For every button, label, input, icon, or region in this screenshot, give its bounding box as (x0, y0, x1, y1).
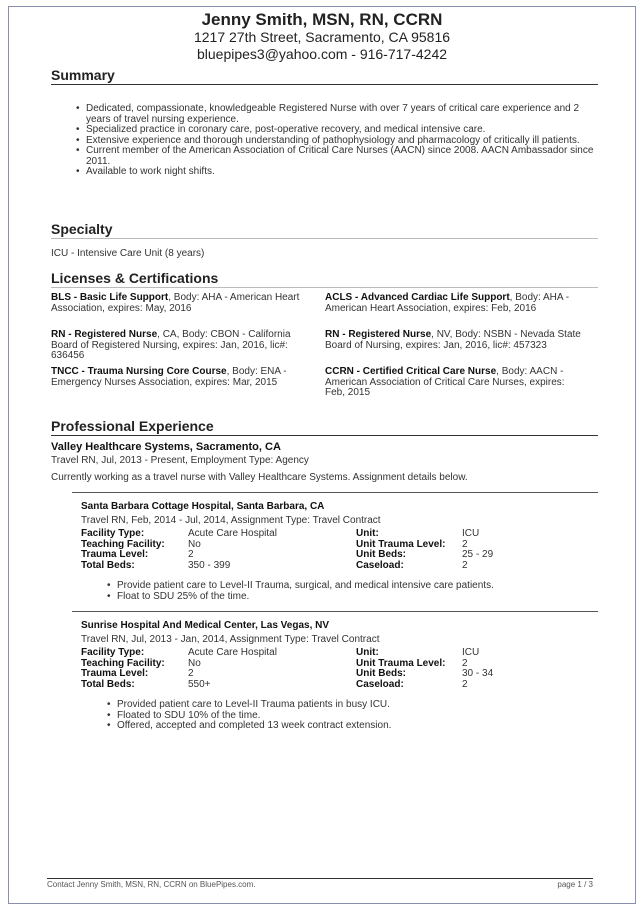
candidate-name: Jenny Smith, MSN, RN, CCRN (201, 10, 443, 29)
license-item (51, 330, 313, 362)
detail-value: Acute Care Hospital (188, 528, 277, 539)
license-detail: , NV, Body: NSBN - Nevada State Board of Nursing, expires: Jan, 2016, lic#: 457323 (325, 329, 581, 351)
summary-item: • Current member of the American Association of Critical Care Nurses (AACN) since 2008. AACN Ambassador since 2011. (76, 146, 596, 167)
license-name: RN - Registered Nurse (325, 329, 432, 340)
assignment-divider (72, 611, 598, 612)
detail-value: 2 (462, 559, 468, 571)
summary-item: • Available to work night shifts. (76, 167, 596, 178)
detail-label: Unit: (356, 528, 379, 539)
licenses-heading: Licenses & Certifications (51, 270, 598, 288)
summary-heading: Summary (51, 67, 598, 85)
license-item (325, 367, 587, 399)
detail-value: Acute Care Hospital (188, 647, 277, 658)
assignment-title: Sunrise Hospital And Medical Center, Las Vegas, NV (81, 620, 330, 631)
detail-label: Unit Beds: (356, 668, 406, 679)
license-name: TNCC - Trauma Nursing Core Course (51, 366, 227, 377)
detail-label: Total Beds: (81, 559, 135, 571)
employer-role: Travel RN, Jul, 2013 - Present, Employment Type: Agency (51, 455, 309, 466)
license-item (51, 367, 313, 388)
assignment-details (81, 529, 601, 573)
detail-value: 2 (188, 549, 194, 560)
assignment-role: Travel RN, Jul, 2013 - Jan, 2014, Assignment Type: Travel Contract (81, 634, 380, 645)
detail-value: 550+ (188, 678, 211, 690)
summary-list (76, 104, 596, 178)
assignment-details (81, 648, 601, 692)
employer-description: Currently working as a travel nurse with Valley Healthcare Systems. Assignment details below. (51, 472, 468, 483)
candidate-contact: bluepipes3@yahoo.com - 916-717-4242 (196, 46, 448, 62)
detail-value: ICU (462, 528, 480, 539)
detail-label: Trauma Level: (81, 549, 149, 560)
assignment-bullet: • Offered, accepted and completed 13 week contract extension. (107, 721, 597, 732)
license-detail: , CA, Body: CBON - California Board of Registered Nursing, expires: Jan, 2016, lic#: 636456 (51, 329, 291, 361)
assignment-title: Santa Barbara Cottage Hospital, Santa Barbara, CA (81, 501, 325, 512)
footer-contact: Contact Jenny Smith, MSN, RN, CCRN on BluePipes.com. (47, 880, 256, 889)
detail-label: Trauma Level: (81, 668, 149, 679)
license-name: CCRN - Certified Critical Care Nurse (325, 366, 497, 377)
assignment-bullet: • Provide patient care to Level-II Trauma, surgical, and medical intensive care patients. (107, 581, 597, 592)
assignment-role: Travel RN, Feb, 2014 - Jul, 2014, Assignment Type: Travel Contract (81, 515, 381, 526)
license-name: RN - Registered Nurse (51, 329, 158, 340)
license-item (325, 293, 587, 314)
detail-value: 30 - 34 (462, 668, 494, 679)
assignment-bullet: • Provided patient care to Level-II Trauma patients in busy ICU. (107, 700, 597, 711)
assignment-divider (72, 492, 598, 493)
license-detail: , Body: AHA - American Heart Association, expires: May, 2016 (51, 292, 300, 314)
license-item (51, 293, 313, 314)
assignment-bullets (107, 700, 597, 732)
license-detail: , Body: AACN - American Association of Critical Care Nurses, expires: Feb, 2015 (325, 366, 565, 398)
license-detail: , Body: ENA - Emergency Nurses Association, expires: Mar, 2015 (51, 366, 287, 388)
detail-label: Teaching Facility: (81, 657, 165, 669)
detail-label: Unit Trauma Level: (356, 538, 446, 550)
detail-label: Caseload: (356, 559, 404, 571)
specialty-text: ICU - Intensive Care Unit (8 years) (51, 248, 205, 259)
detail-value: 2 (462, 678, 468, 690)
page-number: page 1 / 3 (557, 880, 593, 889)
detail-value: 2 (462, 657, 468, 669)
license-name: ACLS - Advanced Cardiac Life Support (325, 292, 510, 303)
license-item (325, 330, 587, 351)
license-name: BLS - Basic Life Support (51, 292, 169, 303)
detail-label: Unit Trauma Level: (356, 657, 446, 669)
detail-label: Facility Type: (81, 528, 145, 539)
summary-item: • Dedicated, compassionate, knowledgeable Registered Nurse with over 7 years of critical care experience and 2 years of travel nursing experience. (76, 104, 596, 125)
detail-value: No (188, 538, 201, 550)
detail-value: No (188, 657, 201, 669)
detail-label: Teaching Facility: (81, 538, 165, 550)
detail-label: Facility Type: (81, 647, 145, 658)
detail-value: 25 - 29 (462, 549, 494, 560)
detail-value: 2 (462, 538, 468, 550)
detail-label: Caseload: (356, 678, 404, 690)
detail-label: Unit Beds: (356, 549, 406, 560)
summary-item: • Specialized practice in coronary care, post-operative recovery, and medical intensive care. (76, 125, 596, 136)
resume-header (0, 10, 644, 63)
assignment-bullet: • Float to SDU 25% of the time. (107, 592, 597, 603)
detail-value: 350 - 399 (188, 559, 231, 571)
detail-label: Total Beds: (81, 678, 135, 690)
detail-value: 2 (188, 668, 194, 679)
detail-label: Unit: (356, 647, 379, 658)
employer-name: Valley Healthcare Systems, Sacramento, CA (51, 441, 281, 453)
assignment-bullet: • Floated to SDU 10% of the time. (107, 711, 597, 722)
detail-value: ICU (462, 647, 480, 658)
specialty-heading: Specialty (51, 221, 598, 239)
candidate-address: 1217 27th Street, Sacramento, CA 95816 (193, 29, 451, 45)
assignment-bullets (107, 581, 597, 602)
page-footer (47, 878, 593, 889)
experience-heading: Professional Experience (51, 418, 598, 436)
summary-item: • Extensive experience and thorough understanding of pathophysiology and pharmacology of critically ill patients. (76, 136, 596, 147)
license-detail: , Body: AHA - American Heart Association, expires: Feb, 2016 (325, 292, 570, 314)
